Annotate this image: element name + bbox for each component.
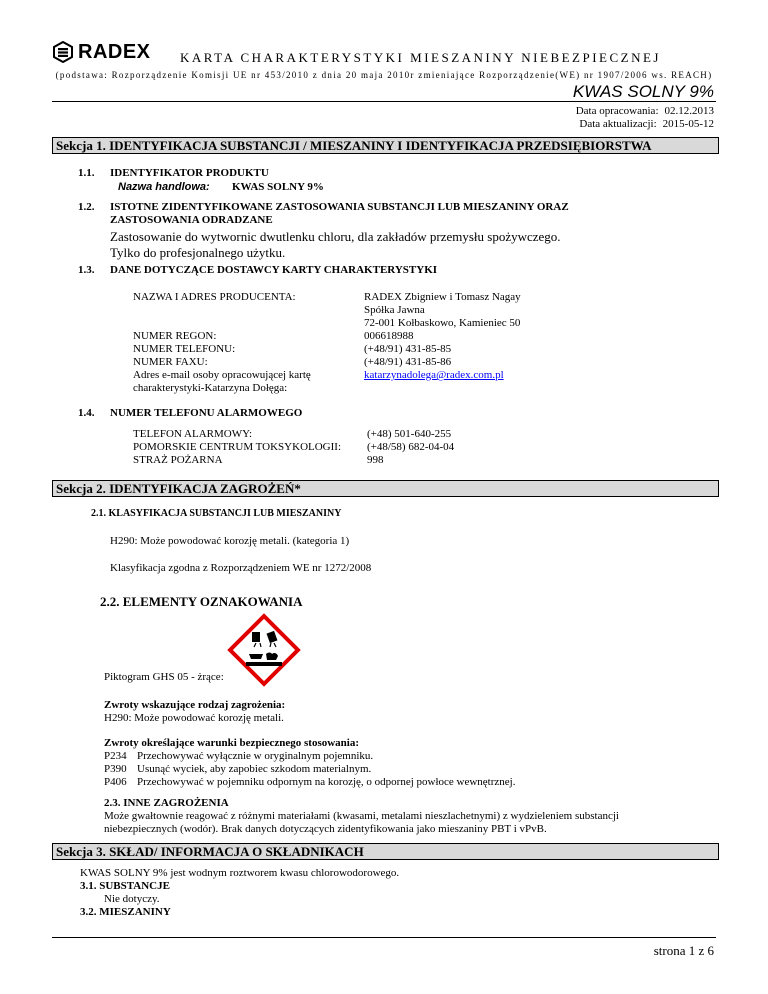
precautionary-list	[104, 750, 515, 789]
substances-note: Nie dotyczy.	[104, 893, 160, 905]
fire-brigade-label: STRAŻ POŻARNA	[133, 454, 223, 466]
subsection-2-2-title: 2.2. ELEMENTY OZNAKOWANIA	[100, 594, 303, 609]
subsection-1-2-number: 1.2.	[78, 201, 95, 213]
date-prepared: 02.12.2013	[664, 105, 714, 117]
subsection-1-2-title	[110, 201, 569, 227]
ghs05-corrosive-icon	[226, 612, 302, 688]
email-label-line2: charakterystyki-Katarzyna Dołęga:	[133, 382, 288, 394]
subsection-2-1-title: 2.1. KLASYFIKACJA SUBSTANCJI LUB MIESZANINY	[91, 508, 342, 519]
hazard-statement-h290: H290: Może powodować korozję metali.	[104, 712, 284, 724]
subsection-1-3-title: DANE DOTYCZĄCE DOSTAWCY KARTY CHARAKTERYSTYKI	[110, 264, 438, 276]
subsection-3-2-title: 3.2. MIESZANINY	[80, 906, 171, 918]
other-hazards-line1: Może gwałtownie reagować z różnymi materiałami (kwasami, metalami nieszlachetnymi) z wydzieleniem substancji	[104, 810, 619, 822]
producer-name: RADEX Zbigniew i Tomasz Nagay	[364, 291, 521, 303]
subsection-1-4-number: 1.4.	[78, 407, 95, 419]
email-link[interactable]: katarzynadolega@radex.com.pl	[364, 369, 504, 381]
date-prepared-label: Data opracowania:	[575, 105, 659, 117]
dates-block	[576, 105, 714, 131]
precaution-code: P406	[104, 776, 127, 788]
pictogram-label: Piktogram GHS 05 - żrące:	[104, 671, 224, 683]
list-item	[104, 776, 515, 789]
toxicology-label: POMORSKIE CENTRUM TOKSYKOLOGII:	[133, 441, 341, 453]
legal-basis: (podstawa: Rozporządzenie Komisji UE nr 453/2010 z dnia 20 maja 2010r zmieniające Rozporządzenie(WE) nr 1907/2006 ws. REACH)	[55, 70, 713, 80]
h290-classification: H290: Może powodować korozję metali. (kategoria 1)	[110, 535, 350, 547]
subsection-3-1-title: 3.1. SUBSTANCJE	[80, 880, 170, 892]
supplier-labels	[133, 291, 311, 395]
classification-note: Klasyfikacja zgodna z Rozporządzeniem WE nr 1272/2008	[110, 562, 372, 574]
precautionary-statements-title: Zwroty określające warunki bezpiecznego stosowania:	[104, 737, 360, 749]
fax-value: (+48/91) 431-85-86	[364, 356, 452, 368]
subsection-2-3-title: 2.3. INNE ZAGROŻENIA	[104, 797, 229, 809]
subsection-1-4-title: NUMER TELEFONU ALARMOWEGO	[110, 407, 303, 419]
subsection-1-1-number: 1.1.	[78, 167, 95, 179]
section-1-header: Sekcja 1. IDENTYFIKACJA SUBSTANCJI / MIESZANINY I IDENTYFIKACJA PRZEDSIĘBIORSTWA	[52, 137, 719, 154]
phone-value: (+48/91) 431-85-85	[364, 343, 452, 355]
section-3-header: Sekcja 3. SKŁAD/ INFORMACJA O SKŁADNIKACH	[52, 843, 719, 860]
subsection-1-2-title-line1: ISTOTNE ZIDENTYFIKOWANE ZASTOSOWANIA SUBSTANCJI LUB MIESZANINY ORAZ	[110, 201, 569, 213]
footer-rule	[52, 937, 716, 938]
list-item	[104, 763, 515, 776]
phone-label: NUMER TELEFONU:	[133, 343, 236, 355]
supplier-values	[364, 291, 521, 382]
emergency-values	[367, 428, 454, 467]
trade-name-label: Nazwa handlowa:	[118, 181, 210, 193]
producer-address: 72-001 Kołbaskowo, Kamieniec 50	[364, 317, 521, 329]
list-item	[104, 750, 515, 763]
intended-use	[110, 229, 561, 261]
regon-value: 006618988	[364, 330, 414, 342]
fire-brigade-number: 998	[367, 454, 384, 466]
producer-form: Spółka Jawna	[364, 304, 425, 316]
hazard-statements-title: Zwroty wskazujące rodzaj zagrożenia:	[104, 699, 286, 711]
section-2-header: Sekcja 2. IDENTYFIKACJA ZAGROŻEŃ*	[52, 480, 719, 497]
document-title: KARTA CHARAKTERYSTYKI MIESZANINY NIEBEZPIECZNEJ	[180, 50, 661, 65]
brand-logo	[52, 40, 151, 64]
alarm-label: TELEFON ALARMOWY:	[133, 428, 253, 440]
precaution-text: Usunąć wyciek, aby zapobiec szkodom materialnym.	[137, 763, 372, 775]
subsection-1-2-title-line2: ZASTOSOWANIA ODRADZANE	[110, 214, 273, 226]
other-hazards-line2: niebezpiecznych (wodór). Brak danych dotyczących zidentyfikowania jako mieszaniny PBT i vPvB.	[104, 823, 547, 835]
subsection-1-1-title: IDENTYFIKATOR PRODUKTU	[110, 167, 269, 179]
header-rule	[52, 101, 716, 102]
producer-label: NAZWA I ADRES PRODUCENTA:	[133, 291, 296, 303]
alarm-number: (+48) 501-640-255	[367, 428, 452, 440]
trade-name: KWAS SOLNY 9%	[232, 181, 324, 193]
regon-label: NUMER REGON:	[133, 330, 217, 342]
precaution-text: Przechowywać wyłącznie w oryginalnym pojemniku.	[137, 750, 374, 762]
product-name-header: KWAS SOLNY 9%	[572, 82, 714, 101]
page-number: strona 1 z 6	[653, 943, 714, 958]
fax-label: NUMER FAXU:	[133, 356, 208, 368]
intended-use-line1: Zastosowanie do wytwornic dwutlenku chloru, dla zakładów przemysłu spożywczego.	[110, 229, 561, 244]
date-updated: 2015-05-12	[662, 118, 714, 130]
composition-intro: KWAS SOLNY 9% jest wodnym roztworem kwasu chlorowodorowego.	[80, 867, 400, 879]
emergency-labels	[133, 428, 341, 467]
email-label-line1: Adres e-mail osoby opracowującej kartę	[133, 369, 311, 381]
intended-use-line2: Tylko do profesjonalnego użytku.	[110, 245, 286, 260]
precaution-code: P234	[104, 750, 127, 762]
brand-name: RADEX	[78, 40, 151, 63]
subsection-1-3-number: 1.3.	[78, 264, 95, 276]
precaution-code: P390	[104, 763, 127, 775]
date-updated-label: Data aktualizacji:	[579, 118, 657, 130]
toxicology-number: (+48/58) 682-04-04	[367, 441, 455, 453]
precaution-text: Przechowywać w pojemniku odpornym na korozję, o odpornej powłoce wewnętrznej.	[137, 776, 516, 788]
radex-logo-icon	[52, 41, 74, 63]
other-hazards	[104, 810, 619, 836]
